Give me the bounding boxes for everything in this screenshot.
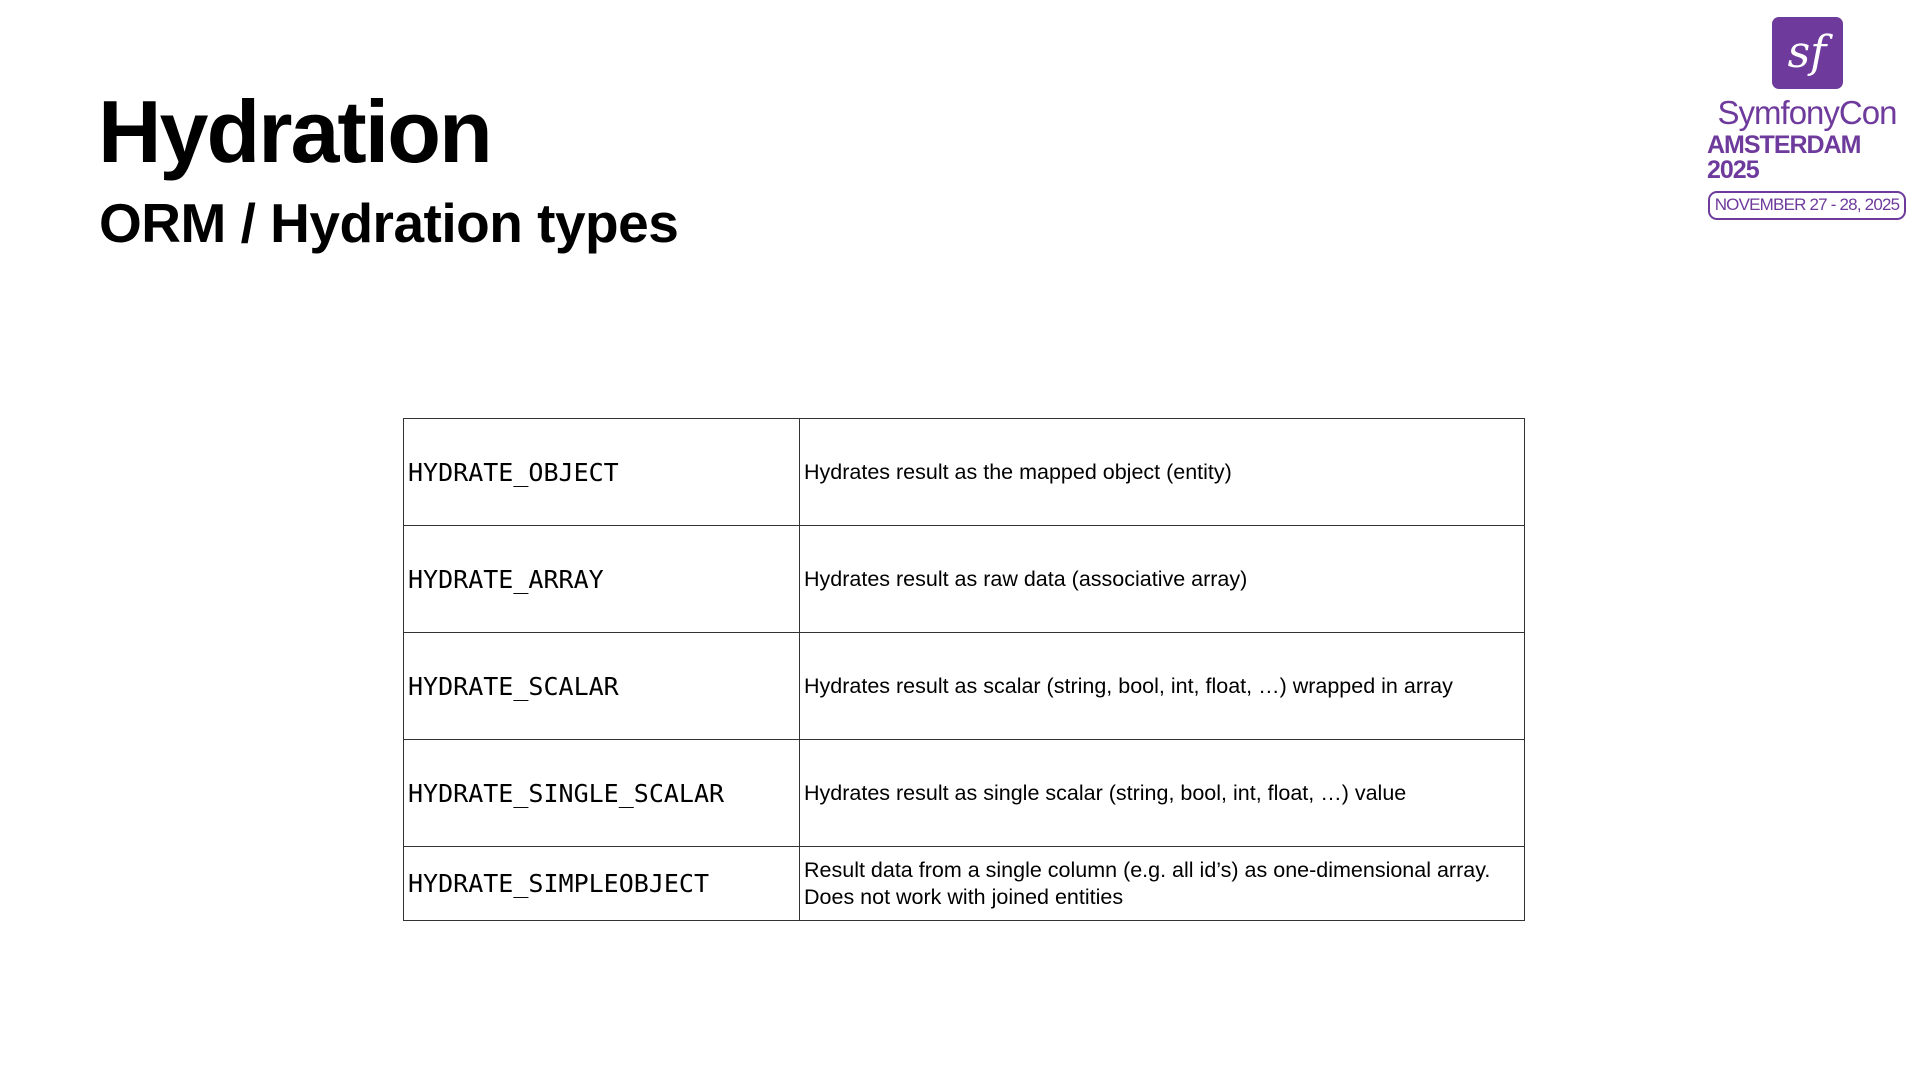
hydration-description-cell [800, 847, 1525, 921]
hydration-description-cell [800, 633, 1525, 740]
description-line: Hydrates result as single scalar (string, bool, int, float, …) value [804, 780, 1407, 805]
slide-title: Hydration [98, 82, 491, 181]
symfonycon-logo [1707, 17, 1907, 220]
table-row [404, 633, 1525, 740]
table-row [404, 847, 1525, 921]
hydration-description-cell [800, 526, 1525, 633]
hydration-constant-cell: HYDRATE_SINGLE_SCALAR [404, 740, 800, 847]
logo-conference-name: SymfonyCon [1717, 94, 1897, 131]
hydration-constant-cell: HYDRATE_SIMPLEOBJECT [404, 847, 800, 921]
description-line: Hydrates result as scalar (string, bool, int, float, …) wrapped in array [804, 673, 1453, 698]
description-line: Result data from a single column (e.g. all id’s) as one-dimensional array. [804, 857, 1491, 882]
hydration-description-cell [800, 419, 1525, 526]
slide-subtitle: ORM / Hydration types [99, 192, 679, 254]
description-line: Does not work with joined entities [804, 884, 1124, 909]
hydration-types-table [403, 418, 1525, 921]
description-line: Hydrates result as raw data (associative array) [804, 566, 1248, 591]
logo-conference-city: AMSTERDAM 2025 [1707, 131, 1861, 184]
table-row [404, 740, 1525, 847]
symfony-logo-icon: sf [1772, 17, 1843, 89]
table-row [404, 419, 1525, 526]
hydration-constant-cell: HYDRATE_ARRAY [404, 526, 800, 633]
hydration-description-cell [800, 740, 1525, 847]
hydration-constant-cell: HYDRATE_SCALAR [404, 633, 800, 740]
description-line: Hydrates result as the mapped object (entity) [804, 459, 1232, 484]
table-row [404, 526, 1525, 633]
hydration-constant-cell: HYDRATE_OBJECT [404, 419, 800, 526]
logo-conference-dates: NOVEMBER 27 - 28, 2025 [1708, 191, 1907, 220]
